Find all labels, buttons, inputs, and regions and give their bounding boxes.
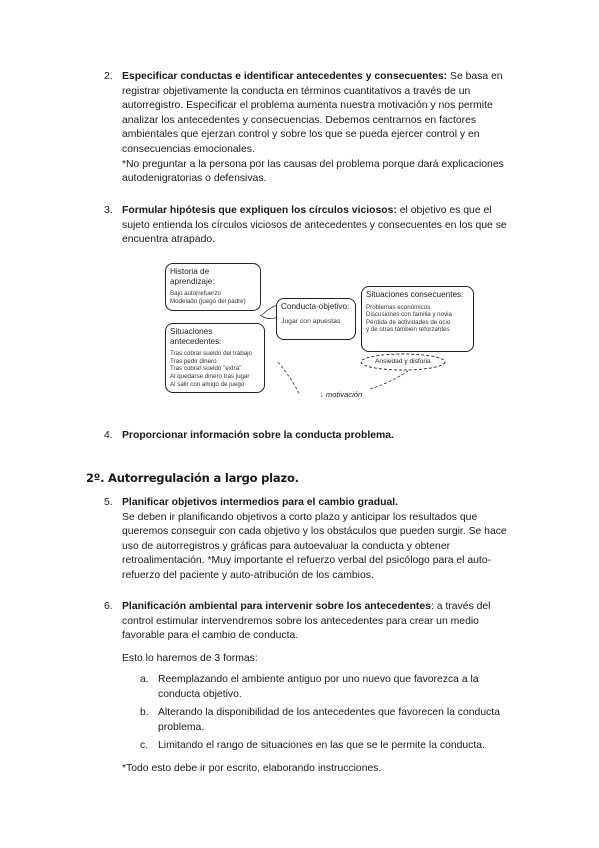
consecuentes-line: Discusiones con familia y novia — [366, 311, 452, 319]
antecedentes-line: Al salir con amigo de juego — [170, 380, 245, 388]
consecuentes-box — [361, 286, 474, 352]
item-text: Se deben ir planificando objetivos a corto plazo y anticipar los resultados que queremos conseguir con cada objetivo y los obstáculos que pueden surgir. Se hace uso de autorregistros y gráficas para autoevaluar la conducta y obtener retroalimentación. *Muy importante el refuerzo verbal del psicólogo para el auto-refuerzo del paciente y auto-atribución de los cambios. — [122, 511, 507, 581]
forms-intro: Esto lo haremos de 3 formas: — [122, 653, 258, 664]
item-number: 5. — [104, 497, 113, 508]
vicious-circle-diagram — [160, 255, 480, 415]
form-item-c — [140, 739, 520, 754]
motivacion-label: ↓ motivación — [320, 390, 363, 399]
item-title: Especificar conductas e identificar antecedentes y consecuentes: — [122, 71, 448, 82]
form-item-b — [140, 706, 520, 735]
consecuentes-line: Problemas económicos — [366, 303, 431, 311]
item-title: Planificación ambiental para intervenir sobre los antecedentes — [122, 601, 431, 612]
form-letter: b. — [140, 707, 149, 719]
consecuentes-line: y de otras también reforzantes — [366, 326, 450, 334]
ansiedad-label: Ansiedad y disforia — [375, 358, 431, 365]
item-paragraph — [122, 204, 516, 248]
historia-box — [165, 263, 261, 311]
list-item-5 — [104, 496, 516, 584]
conducta-line: Jugar con apuestas — [281, 317, 341, 325]
item-paragraph — [122, 70, 516, 158]
form-letter: a. — [140, 674, 149, 685]
item-text: el objetivo es que el sujeto entienda los círculos viciosos de antecedentes y consecuentes en los que se encuentra atrapado. — [122, 205, 507, 246]
list-item-2 — [104, 70, 516, 187]
historia-title: Historia de aprendizaje: — [170, 267, 215, 286]
antecedentes-line: Tras cobrar sueldo del trabajo — [170, 350, 252, 358]
item-title: Proporcionar información sobre la conducta problema. — [122, 430, 394, 441]
item-paragraph — [122, 600, 516, 644]
conducta-title: Conducta-objetivo: — [281, 302, 350, 311]
item-number: 3. — [104, 205, 113, 216]
item-title: Planificar objetivos intermedios para el cambio gradual. — [122, 497, 399, 508]
historia-line: Modelado (juego del padre) — [170, 297, 246, 305]
antecedentes-box — [165, 323, 265, 393]
antecedentes-line: Al quedarse dinero tras jugar — [170, 372, 250, 380]
item-title: Formular hipótesis que expliquen los círculos viciosos: — [122, 205, 397, 216]
consecuentes-line: Pérdida de actividades de ocio — [366, 318, 451, 326]
forms-list — [140, 673, 520, 754]
item-text: : a través del control estimular intervendremos sobre los antecedentes para crear un medio favorable para el cambio de conducta. — [122, 601, 491, 642]
form-text: Reemplazando el ambiente antiguo por uno nuevo que favorezca a la conducta objetivo. — [158, 674, 479, 700]
list-item-6 — [104, 600, 516, 644]
footer-note: *Todo esto debe ir por escrito, elaborando instrucciones. — [122, 763, 382, 774]
antecedentes-line: Tras pedir dinero — [170, 357, 217, 365]
historia-line: Bajo autorrefuerzo — [170, 290, 221, 298]
section-heading: 2º. Autorregulación a largo plazo. — [86, 471, 299, 485]
list-item-4 — [104, 429, 516, 444]
form-item-a — [140, 673, 520, 702]
form-text: Limitando el rango de situaciones en las que se le permite la conducta. — [158, 740, 485, 752]
antecedentes-title: Situaciones antecedentes: — [170, 327, 222, 346]
item-text: Se basa en registrar objetivamente la conducta en términos cuantitativos a través de un autorregistro. Especificar el problema aumenta nuestra motivación y nos permite analizar los antecedentes y consecuencias. Debemos centrarnos en factores ambientales que ejerzan control y sobre los que se pueda ejercer control y en consecuencias emocionales. — [122, 71, 503, 155]
consecuentes-title: Situaciones consecuentes: — [366, 290, 464, 299]
item-number: 2. — [104, 71, 113, 82]
form-letter: c. — [140, 740, 149, 752]
form-text: Alterando la disponibilidad de los antecedentes que favorecen la conducta problema. — [158, 707, 500, 733]
antecedentes-line: Tras cobrar sueldo "extra" — [170, 365, 242, 373]
item-number: 6. — [104, 601, 113, 612]
item-note: *No preguntar a la persona por las causas del problema porque dará explicaciones autodenigratorias o defensivas. — [122, 158, 504, 185]
conducta-box — [276, 298, 356, 340]
list-item-3 — [104, 204, 516, 248]
item-number: 4. — [104, 430, 113, 441]
